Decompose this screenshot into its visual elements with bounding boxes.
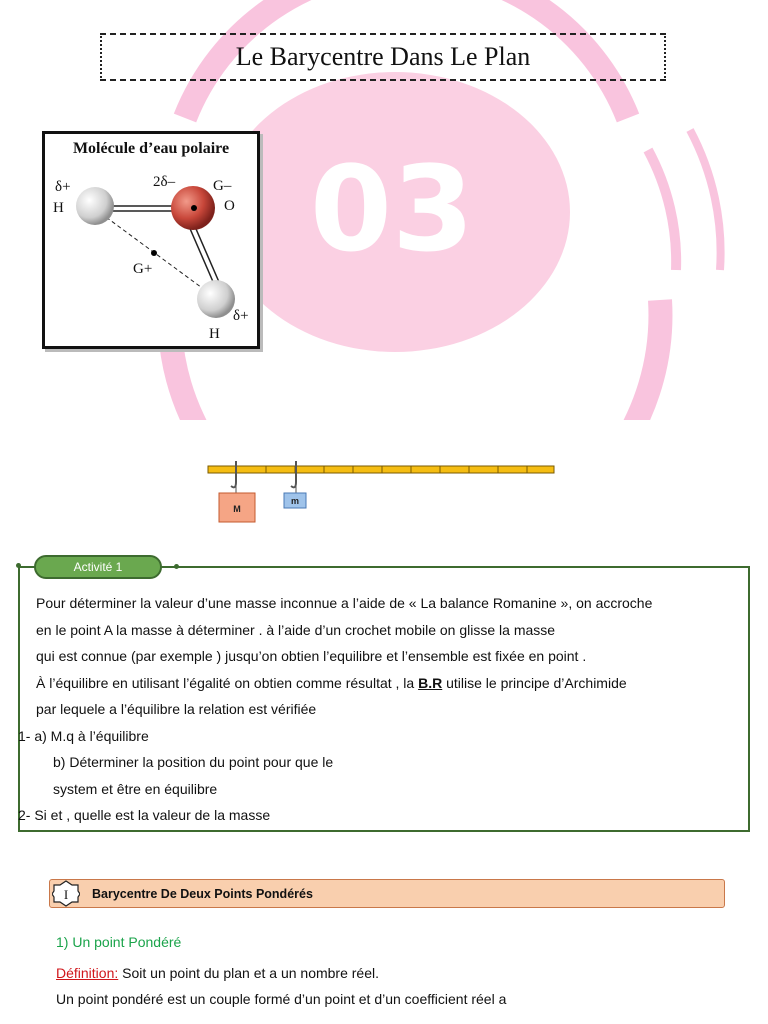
h1-charge-label: δ+ xyxy=(55,179,71,195)
definition-text: Soit un point du plan et a un nombre réel. xyxy=(118,965,379,981)
activity-frame-dot-right xyxy=(174,564,179,569)
svg-text:I: I xyxy=(63,887,69,902)
molecule-drawing xyxy=(45,134,257,346)
o-label: O xyxy=(224,198,235,214)
hook-small xyxy=(291,461,296,487)
mass-big-label: M xyxy=(233,504,241,514)
activity-line-3: qui est connue (par exemple ) jusqu’on obtien l’equilibre et l’ensemble est fixée en point . xyxy=(36,648,587,664)
h2-label: H xyxy=(209,326,220,342)
hook-big xyxy=(231,461,236,487)
activity-line-4: À l’équilibre en utilisant l’égalité on obtien comme résultat , la B.R utilise le principe d’Archimide xyxy=(36,674,627,691)
title-box xyxy=(100,33,666,81)
page-title: Le Barycentre Dans Le Plan xyxy=(235,42,531,71)
molecule-title: Molécule d’eau polaire xyxy=(72,140,230,157)
section-header xyxy=(49,879,725,908)
h1-label: H xyxy=(53,200,64,216)
definition-line xyxy=(56,960,379,986)
activity-line-7: b) Déterminer la position du point pour que le xyxy=(53,754,334,770)
subsection-title: 1) Un point Pondéré xyxy=(56,934,182,950)
roman-numeral-badge xyxy=(52,879,80,908)
g-plus-label: G+ xyxy=(133,261,153,277)
definition-label: Définition: xyxy=(56,965,119,981)
activity-frame-dot-left xyxy=(16,563,21,568)
activity-line-9: 2- Si et , quelle est la valeur de la masse xyxy=(18,807,271,823)
section-title: Barycentre De Deux Points Pondérés xyxy=(92,887,313,901)
o-charge-label: 2δ– xyxy=(153,174,176,190)
activity-line-8: system et être en équilibre xyxy=(53,780,218,797)
activity-line-6: 1- a) M.q à l’équilibre xyxy=(18,727,149,744)
roman-balance-figure xyxy=(205,458,557,528)
activity-line-2: en le point A la masse à déterminer . à l’aide d’un crochet mobile on glisse la masse xyxy=(36,621,556,638)
br-term: B.R xyxy=(418,674,443,691)
activity-line-5: par lequele a l’équilibre la relation est vérifiée xyxy=(36,701,317,717)
h2-charge-label: δ+ xyxy=(233,308,249,324)
g-plus-point xyxy=(151,250,157,256)
hydrogen-atom-2 xyxy=(197,280,235,318)
hydrogen-atom-1 xyxy=(76,187,114,225)
g-minus-point xyxy=(191,205,197,211)
balance-beam xyxy=(208,466,554,473)
activity-text xyxy=(18,590,741,829)
definition-line-2: Un point pondéré est un couple formé d’un point et d’un coefficient réel a xyxy=(56,991,507,1007)
activity-badge: Activité 1 xyxy=(34,555,162,579)
g-minus-label: G– xyxy=(213,178,232,194)
molecule-figure xyxy=(42,131,260,349)
activity-line-1: Pour déterminer la valeur d’une masse inconnue a l’aide de « La balance Romanine », on accroche xyxy=(36,595,653,611)
mass-small-label: m xyxy=(290,496,300,506)
watermark-number: 03 xyxy=(309,140,475,278)
